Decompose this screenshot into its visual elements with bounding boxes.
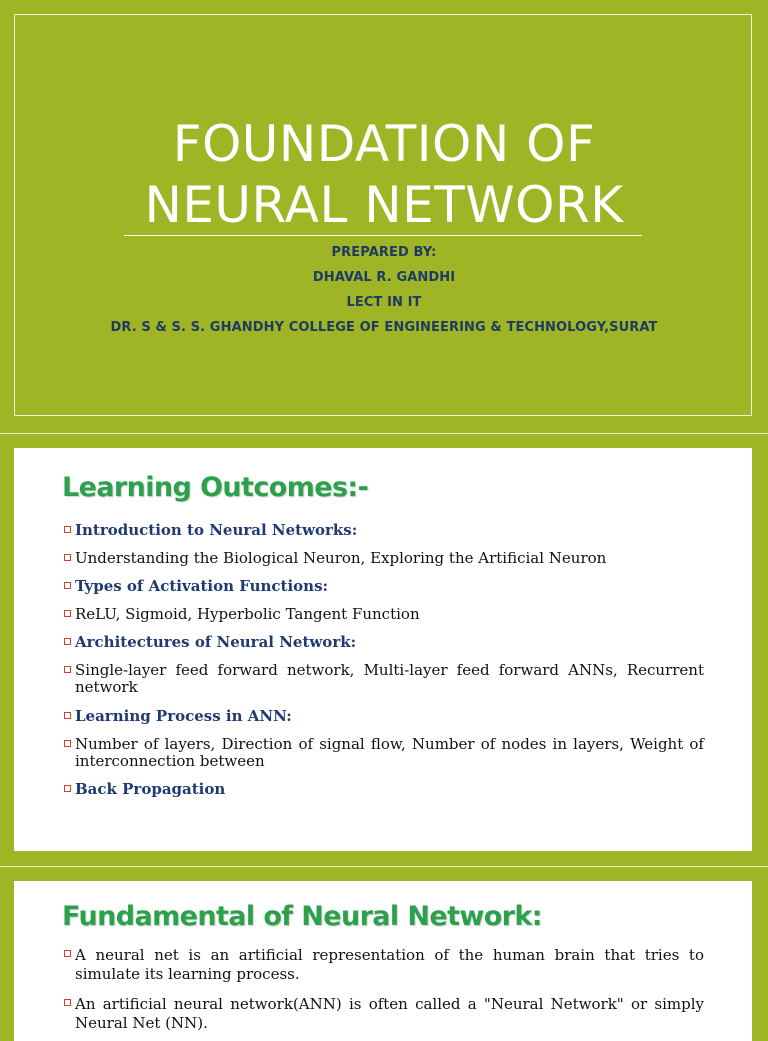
list-item: Types of Activation Functions:	[64, 578, 704, 595]
fundamental-heading: Fundamental of Neural Network:	[62, 901, 542, 932]
institution-name: DR. S & S. S. GHANDHY COLLEGE OF ENGINEERING & TECHNOLOGY,SURAT	[110, 320, 658, 335]
slide-divider	[0, 866, 768, 867]
learning-outcomes-heading: Learning Outcomes:-	[62, 472, 369, 503]
square-bullet-icon	[64, 638, 71, 645]
list-item: Architectures of Neural Network:	[64, 634, 704, 651]
list-item: Learning Process in ANN:	[64, 708, 704, 725]
square-bullet-icon	[64, 999, 71, 1006]
square-bullet-icon	[64, 582, 71, 589]
square-bullet-icon	[64, 610, 71, 617]
title-line-2: NEURAL NETWORK	[144, 176, 624, 234]
title-slide	[0, 0, 768, 432]
square-bullet-icon	[64, 712, 71, 719]
title-underline	[124, 235, 642, 236]
list-item: Introduction to Neural Networks:	[64, 522, 704, 539]
author-position: LECT IN IT	[346, 295, 422, 310]
square-bullet-icon	[64, 785, 71, 792]
author-name: DHAVAL R. GANDHI	[312, 270, 456, 285]
square-bullet-icon	[64, 554, 71, 561]
list-item: Number of layers, Direction of signal flow, Number of nodes in layers, Weight of interconnection between	[64, 736, 704, 770]
prepared-by-label: PREPARED BY:	[331, 245, 437, 260]
title-line-1: FOUNDATION OF	[172, 115, 596, 173]
list-item: Single-layer feed forward network, Multi-layer feed forward ANNs, Recurrent network	[64, 662, 704, 696]
list-item: An artificial neural network(ANN) is often called a "Neural Network" or simply Neural Net (NN).	[64, 995, 704, 1033]
learning-outcomes-slide	[14, 448, 752, 851]
slide-divider	[0, 433, 768, 434]
presentation-title	[0, 114, 768, 236]
list-item: Back Propagation	[64, 781, 704, 798]
square-bullet-icon	[64, 740, 71, 747]
fundamental-slide	[14, 881, 752, 1041]
square-bullet-icon	[64, 950, 71, 957]
list-item: A neural net is an artificial representation of the human brain that tries to simulate its learning process.	[64, 946, 704, 984]
list-item: Understanding the Biological Neuron, Exploring the Artificial Neuron	[64, 550, 704, 567]
list-item: ReLU, Sigmoid, Hyperbolic Tangent Function	[64, 606, 704, 623]
square-bullet-icon	[64, 526, 71, 533]
square-bullet-icon	[64, 666, 71, 673]
